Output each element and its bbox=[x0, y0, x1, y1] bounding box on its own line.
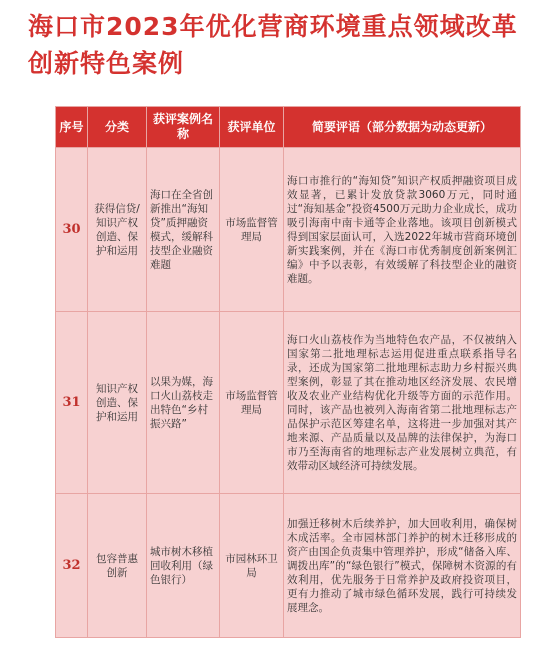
row-comment: 加强迁移树木后续养护，加大回收利用，确保树木成活率。全市园林部门养护的树木迁移形成的资产由国企负责集中管理养护，形成“储备入库、调拨出库”的“绿色银行”模式，保障树木资源的有效利用，优先服务于日常养护及政府投资项目，更有力推动了城市绿色循环发展，践行可持续发展理念。 bbox=[284, 494, 521, 638]
row-unit: 市园林环卫局 bbox=[220, 494, 284, 638]
header-category: 分类 bbox=[88, 107, 147, 148]
row-case-name: 海口在全省创新推出“海知贷”质押融资模式，缓解科技型企业融资难题 bbox=[147, 148, 220, 312]
header-case-name: 获评案例名称 bbox=[147, 107, 220, 148]
row-category: 包容普惠创新 bbox=[88, 494, 147, 638]
cases-table bbox=[55, 106, 521, 638]
page-title: 海口市2023年优化营商环境重点领域改革创新特色案例 bbox=[28, 12, 518, 78]
row-category: 知识产权创造、保护和运用 bbox=[88, 312, 147, 494]
header-unit: 获评单位 bbox=[220, 107, 284, 148]
row-case-name: 以果为媒，海口火山荔枝走出特色“乡村振兴路” bbox=[147, 312, 220, 494]
row-number: 30 bbox=[56, 148, 88, 312]
row-number: 31 bbox=[56, 312, 88, 494]
header-number: 序号 bbox=[56, 107, 88, 148]
row-unit: 市场监督管理局 bbox=[220, 312, 284, 494]
row-category: 获得信贷/知识产权创造、保护和运用 bbox=[88, 148, 147, 312]
row-case-name: 城市树木移植回收利用（绿色银行） bbox=[147, 494, 220, 638]
header-comment: 简要评语（部分数据为动态更新） bbox=[284, 107, 521, 148]
table-header-row bbox=[56, 107, 521, 148]
table-row bbox=[56, 312, 521, 494]
row-comment: 海口市推行的“海知贷”知识产权质押融资项目成效显著，已累计发放贷款3060万元，同时通过“海知基金”投资4500万元助力企业成长，成功吸引海南中南卡通等企业落地。该项目创新模式得到国家层面认可，入选2022年城市营商环境创新实践案例，并在《海口市优秀制度创新案例汇编》中予以表彰，有效缓解了科技型企业的融资难题。 bbox=[284, 148, 521, 312]
row-unit: 市场监督管理局 bbox=[220, 148, 284, 312]
table-row bbox=[56, 148, 521, 312]
table-row bbox=[56, 494, 521, 638]
row-number: 32 bbox=[56, 494, 88, 638]
row-comment: 海口火山荔枝作为当地特色农产品，不仅被纳入国家第二批地理标志运用促进重点联系指导名录，还成为国家第二批地理标志助力乡村振兴典型案例，彰显了其在推动地区经济发展、农民增收及农业产业结构优化升级等方面的示范作用。同时，该产品也被列入海南省第二批地理标志产品保护示范区筹建名单，这将进一步加强对其产地来源、产品质量以及品牌的法律保护，为海口市乃至海南省的地理标志产业发展树立典范，有效带动区域经济可持续发展。 bbox=[284, 312, 521, 494]
